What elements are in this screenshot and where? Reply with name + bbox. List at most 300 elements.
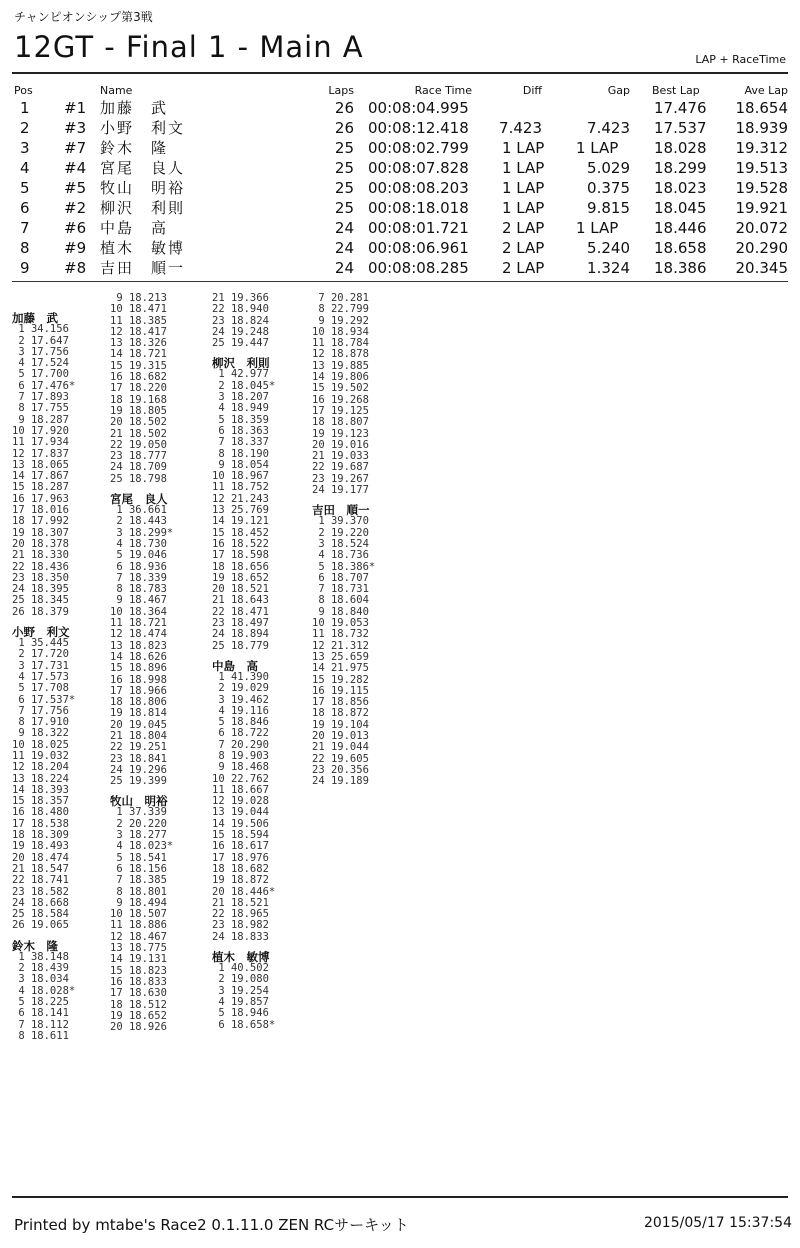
lap-time: 16 18.522: [212, 537, 269, 550]
lap-time: 19 18.805: [110, 404, 167, 417]
lap-time: 13 18.224: [12, 772, 69, 785]
col-name: Name: [100, 84, 133, 97]
lap-time: 5 17.708: [12, 682, 69, 695]
lap-time: 12 19.028: [212, 795, 269, 808]
lap-time: 11 19.032: [12, 749, 69, 762]
lap-time: 23 18.824: [212, 314, 269, 327]
cell-car-number: #7: [64, 139, 87, 157]
lap-time: 25 19.447: [212, 337, 269, 350]
cell-race-time: 00:08:18.018: [368, 199, 469, 217]
lap-time: 8 18.783: [110, 583, 167, 596]
cell-laps: 25: [334, 199, 354, 217]
lap-time: 13 18.326: [110, 337, 167, 350]
lap-time: 17 18.966: [110, 684, 167, 697]
result-row: [14, 198, 790, 218]
cell-ave-lap: 20.290: [735, 239, 788, 257]
cell-ave-lap: 20.072: [735, 219, 788, 237]
lap-time: 19 19.104: [312, 718, 369, 731]
lap-time: 16 18.998: [110, 673, 167, 686]
cell-diff: 1 LAP: [502, 139, 545, 157]
lap-time: 11 18.385: [110, 314, 167, 327]
lap-time: 3 17.731: [12, 659, 69, 672]
lap-time: 9 18.213: [110, 292, 167, 304]
lap-time: 22 19.687: [312, 461, 369, 474]
lap-time: 16 18.480: [12, 806, 69, 819]
lap-time: 24 19.248: [212, 325, 269, 338]
cell-gap: 0.375: [587, 179, 630, 197]
cell-race-time: 00:08:12.418: [368, 119, 469, 137]
lap-time: 18 18.807: [312, 416, 369, 429]
cell-car-number: #5: [64, 179, 87, 197]
lap-time: 2 18.443: [110, 515, 167, 528]
cell-ave-lap: 19.312: [735, 139, 788, 157]
lap-time: 7 20.290: [212, 738, 269, 751]
lap-time: 22 18.940: [212, 303, 269, 316]
lap-time: 19 19.123: [312, 427, 369, 440]
lap-time: 18 17.992: [12, 515, 69, 528]
lap-time: 13 18.775: [110, 942, 167, 955]
lap-time: 18 18.656: [212, 560, 269, 573]
cell-laps: 26: [334, 99, 354, 117]
lap-time: 18 18.309: [12, 829, 69, 842]
cell-diff: 1 LAP: [502, 179, 545, 197]
lap-column: [312, 293, 522, 787]
lap-time: 8 18.801: [110, 885, 167, 898]
lap-time: 15 18.357: [12, 795, 69, 808]
cell-laps: 25: [334, 159, 354, 177]
lap-time: 10 18.967: [212, 470, 269, 483]
lap-time: 18 19.168: [110, 393, 167, 406]
lap-time: 4 18.023*: [110, 840, 174, 853]
lap-time: 22 19.251: [110, 741, 167, 754]
lap-time: 6 18.156: [110, 862, 167, 875]
cell-race-time: 00:08:08.285: [368, 259, 469, 277]
lap-time: 16 19.115: [312, 684, 369, 697]
lap-time: 12 18.878: [312, 348, 369, 361]
lap-time: 18 18.872: [312, 707, 369, 720]
lap-time: 5 17.700: [12, 368, 69, 381]
lap-time: 9 18.054: [212, 458, 269, 471]
lap-time: 9 18.322: [12, 727, 69, 740]
col-laps: Laps: [328, 84, 354, 97]
lap-time: 22 18.436: [12, 560, 69, 573]
lap-time: 19 18.652: [110, 1009, 167, 1022]
lap-time: 6 18.707: [312, 571, 369, 584]
lap-time: 23 19.267: [312, 472, 369, 485]
lap-time: 17 19.125: [312, 404, 369, 417]
lap-time: 7 18.339: [110, 571, 167, 584]
lap-time: 13 25.659: [312, 650, 369, 663]
result-row: [14, 178, 790, 198]
cell-ave-lap: 19.528: [735, 179, 788, 197]
lap-time: 10 19.053: [312, 617, 369, 630]
lap-time: 7 17.893: [12, 391, 69, 404]
lap-time: 9 18.468: [212, 761, 269, 774]
cell-best-lap: 18.045: [654, 199, 707, 217]
lap-time: 16 17.963: [12, 492, 69, 505]
lap-time: 15 18.452: [212, 526, 269, 539]
lap-time: 2 18.045*: [212, 379, 276, 392]
result-row: [14, 238, 790, 258]
lap-time: 20 18.378: [12, 537, 69, 550]
cell-driver-name: 小野 利文: [100, 119, 186, 137]
lap-time: 6 18.141: [12, 1007, 69, 1020]
lap-time: 1 42.977: [212, 368, 269, 381]
lap-time: 3 18.034: [12, 973, 69, 986]
lap-time: 5 18.386*: [312, 560, 376, 573]
cell-best-lap: 18.386: [654, 259, 707, 277]
cell-race-time: 00:08:01.721: [368, 219, 469, 237]
cell-driver-name: 牧山 明裕: [100, 179, 186, 197]
driver-lap-heading: 牧山 明裕: [110, 794, 168, 809]
cell-diff: 7.423: [499, 119, 542, 137]
cell-laps: 24: [334, 259, 354, 277]
lap-time: 3 19.254: [212, 984, 269, 997]
result-row: [14, 258, 790, 278]
lap-time: 20 19.045: [110, 718, 167, 731]
lap-time: 1 39.370: [312, 515, 369, 528]
lap-time: 25 18.779: [212, 639, 269, 652]
lap-time: 17 18.856: [312, 696, 369, 709]
lap-time: 11 17.934: [12, 436, 69, 449]
result-row: [14, 98, 790, 118]
lap-time: 13 19.885: [312, 359, 369, 372]
lap-time: 11 18.752: [212, 481, 269, 494]
col-ave-lap: Ave Lap: [744, 84, 788, 97]
lap-time: 23 18.497: [212, 617, 269, 630]
lap-time: 24 19.189: [312, 775, 369, 788]
lap-time: 19 18.493: [12, 840, 69, 853]
lap-time: 9 18.467: [110, 594, 167, 607]
lap-time: 6 17.537*: [12, 693, 76, 706]
lap-time: 7 17.756: [12, 704, 69, 717]
lap-time: 19 18.652: [212, 571, 269, 584]
lap-time: 15 18.594: [212, 829, 269, 842]
event-name: チャンピオンシップ第3戦: [14, 10, 153, 24]
lap-time: 6 17.476*: [12, 379, 76, 392]
lap-time: 14 19.121: [212, 515, 269, 528]
lap-time: 2 17.647: [12, 334, 69, 347]
lap-time: 25 18.584: [12, 908, 69, 921]
lap-time: 15 18.823: [110, 964, 167, 977]
lap-time: 20 18.521: [212, 583, 269, 596]
cell-driver-name: 鈴木 隆: [100, 139, 169, 157]
driver-lap-heading: 宮尾 良人: [110, 492, 168, 507]
lap-time: 10 18.934: [312, 325, 369, 338]
result-row: [14, 138, 790, 158]
cell-driver-name: 中島 高: [100, 219, 169, 237]
driver-lap-heading: 中島 高: [212, 658, 258, 673]
footer-datetime: 2015/05/17 15:37:54: [643, 1215, 792, 1231]
lap-time: 20 18.446*: [212, 885, 276, 898]
lap-time: 19 18.307: [12, 526, 69, 539]
cell-car-number: #8: [64, 259, 87, 277]
driver-lap-heading: 吉田 順一: [312, 503, 370, 518]
lap-time: 17 18.598: [212, 549, 269, 562]
lap-time: 14 19.506: [212, 817, 269, 830]
cell-gap: 1.324: [587, 259, 630, 277]
cell-car-number: #6: [64, 219, 87, 237]
lap-time: 21 18.804: [110, 729, 167, 742]
cell-driver-name: 柳沢 利則: [100, 199, 186, 217]
cell-diff: 2 LAP: [502, 219, 545, 237]
lap-time: 23 18.582: [12, 885, 69, 898]
cell-driver-name: 宮尾 良人: [100, 159, 186, 177]
lap-time: 20 18.502: [110, 416, 167, 429]
cell-pos: 9: [20, 259, 30, 277]
lap-time: 18 18.512: [110, 998, 167, 1011]
lap-time: 21 18.502: [110, 427, 167, 440]
lap-time: 24 18.395: [12, 583, 69, 596]
lap-time: 13 18.065: [12, 458, 69, 471]
lap-time: 3 18.299*: [110, 526, 174, 539]
cell-pos: 3: [20, 139, 30, 157]
lap-time: 7 18.385: [110, 874, 167, 887]
lap-time: 22 18.965: [212, 908, 269, 921]
lap-time: 12 17.837: [12, 447, 69, 460]
lap-time: 5 18.359: [212, 413, 269, 426]
lap-time: 23 20.356: [312, 763, 369, 776]
lap-time: 24 19.177: [312, 484, 369, 497]
cell-gap: 5.029: [587, 159, 630, 177]
cell-best-lap: 18.658: [654, 239, 707, 257]
lap-time: 25 18.345: [12, 594, 69, 607]
lap-time: 17 18.016: [12, 504, 69, 517]
lap-info-label: LAP + RaceTime: [695, 53, 786, 66]
lap-time: 23 18.841: [110, 752, 167, 765]
lap-time: 17 18.220: [110, 382, 167, 395]
lap-time: 10 18.507: [110, 908, 167, 921]
lap-time: 21 19.033: [312, 450, 369, 463]
cell-best-lap: 18.028: [654, 139, 707, 157]
lap-time: 4 18.730: [110, 537, 167, 550]
lap-time: 21 19.044: [312, 741, 369, 754]
lap-time: 4 19.116: [212, 704, 269, 717]
cell-car-number: #9: [64, 239, 87, 257]
lap-time: 24 19.296: [110, 763, 167, 776]
lap-time: 15 19.502: [312, 382, 369, 395]
lap-time: 8 18.604: [312, 594, 369, 607]
lap-time: 10 18.471: [110, 303, 167, 316]
lap-time: 21 18.643: [212, 594, 269, 607]
lap-time: 16 18.617: [212, 840, 269, 853]
lap-time: 1 37.339: [110, 806, 167, 819]
cell-pos: 7: [20, 219, 30, 237]
lap-time: 17 18.630: [110, 987, 167, 1000]
results-bottom-rule: [12, 281, 788, 282]
lap-time: 21 18.547: [12, 862, 69, 875]
lap-time: 19 18.814: [110, 707, 167, 720]
cell-race-time: 00:08:02.799: [368, 139, 469, 157]
lap-time: 22 19.605: [312, 752, 369, 765]
lap-time: 21 18.330: [12, 549, 69, 562]
lap-time: 7 18.337: [212, 436, 269, 449]
lap-time: 4 19.857: [212, 995, 269, 1008]
driver-lap-heading: 小野 利文: [12, 625, 70, 640]
lap-time: 22 18.741: [12, 874, 69, 887]
lap-time: 20 18.926: [110, 1021, 167, 1034]
lap-time: 18 18.806: [110, 696, 167, 709]
cell-diff: 1 LAP: [502, 159, 545, 177]
lap-time: 11 18.721: [110, 617, 167, 630]
lap-time: 20 19.016: [312, 438, 369, 451]
cell-race-time: 00:08:08.203: [368, 179, 469, 197]
lap-time: 4 17.573: [12, 670, 69, 683]
lap-time: 4 18.028*: [12, 984, 76, 997]
lap-time: 4 18.949: [212, 402, 269, 415]
col-best-lap: Best Lap: [652, 84, 700, 97]
lap-time: 23 18.350: [12, 571, 69, 584]
cell-driver-name: 植木 敏博: [100, 239, 186, 257]
cell-gap: 7.423: [587, 119, 630, 137]
lap-time: 21 19.366: [212, 292, 269, 304]
lap-time: 20 18.474: [12, 851, 69, 864]
lap-time: 1 35.445: [12, 637, 69, 650]
cell-pos: 2: [20, 119, 30, 137]
lap-time: 12 18.204: [12, 761, 69, 774]
lap-time: 17 18.976: [212, 851, 269, 864]
lap-time: 15 18.287: [12, 481, 69, 494]
lap-time: 16 19.268: [312, 393, 369, 406]
lap-time: 3 17.756: [12, 345, 69, 358]
lap-time: 1 38.148: [12, 950, 69, 963]
lap-time: 14 18.721: [110, 348, 167, 361]
cell-pos: 5: [20, 179, 30, 197]
cell-diff: 1 LAP: [502, 199, 545, 217]
lap-time: 22 18.471: [212, 605, 269, 618]
lap-time: 14 18.626: [110, 650, 167, 663]
lap-time: 3 19.462: [212, 693, 269, 706]
lap-time: 7 18.731: [312, 583, 369, 596]
lap-time: 15 19.315: [110, 359, 167, 372]
cell-pos: 4: [20, 159, 30, 177]
cell-laps: 25: [334, 139, 354, 157]
lap-time: 24 18.709: [110, 461, 167, 474]
lap-time: 23 18.982: [212, 919, 269, 932]
cell-best-lap: 17.537: [654, 119, 707, 137]
lap-time: 5 18.846: [212, 716, 269, 729]
cell-laps: 26: [334, 119, 354, 137]
cell-ave-lap: 19.513: [735, 159, 788, 177]
result-row: [14, 118, 790, 138]
lap-time: 4 17.524: [12, 357, 69, 370]
cell-diff: 2 LAP: [502, 259, 545, 277]
lap-time: 2 19.080: [212, 973, 269, 986]
lap-time: 25 19.399: [110, 775, 167, 788]
results-body: [14, 98, 790, 278]
cell-ave-lap: 18.939: [735, 119, 788, 137]
lap-time: 19 18.872: [212, 874, 269, 887]
cell-ave-lap: 19.921: [735, 199, 788, 217]
cell-pos: 1: [20, 99, 30, 117]
lap-time: 11 18.784: [312, 337, 369, 350]
lap-time: 15 18.896: [110, 662, 167, 675]
lap-time: 3 18.524: [312, 537, 369, 550]
cell-ave-lap: 20.345: [735, 259, 788, 277]
lap-time: 6 18.722: [212, 727, 269, 740]
lap-time: 9 18.494: [110, 896, 167, 909]
lap-time: 9 18.287: [12, 413, 69, 426]
lap-time: 15 19.282: [312, 673, 369, 686]
cell-car-number: #2: [64, 199, 87, 217]
lap-time: 4 18.736: [312, 549, 369, 562]
lap-time: 6 18.936: [110, 560, 167, 573]
col-race-time: Race Time: [414, 84, 472, 97]
lap-time: 12 18.467: [110, 930, 167, 943]
cell-best-lap: 18.299: [654, 159, 707, 177]
lap-time: 8 18.611: [12, 1029, 69, 1042]
lap-time: 16 18.833: [110, 975, 167, 988]
lap-time: 11 18.886: [110, 919, 167, 932]
lap-time: 12 21.243: [212, 492, 269, 505]
lap-time: 7 20.281: [312, 292, 369, 304]
cell-best-lap: 18.023: [654, 179, 707, 197]
page-title: 12GT - Final 1 - Main A: [14, 30, 364, 64]
lap-time: 16 18.682: [110, 371, 167, 384]
footer-printed-by: Printed by mtabe's Race2 0.1.11.0 ZEN RCサーキット: [14, 1216, 409, 1234]
lap-time: 13 25.769: [212, 504, 269, 517]
lap-time: 24 18.668: [12, 896, 69, 909]
results-header: [14, 84, 790, 98]
lap-time: 12 21.312: [312, 639, 369, 652]
lap-time: 8 17.910: [12, 716, 69, 729]
cell-pos: 6: [20, 199, 30, 217]
cell-ave-lap: 18.654: [735, 99, 788, 117]
lap-time: 5 18.225: [12, 995, 69, 1008]
cell-diff: 2 LAP: [502, 239, 545, 257]
lap-time: 25 18.798: [110, 472, 167, 485]
cell-laps: 24: [334, 239, 354, 257]
lap-time: 2 17.720: [12, 648, 69, 661]
lap-time: 8 19.903: [212, 749, 269, 762]
driver-lap-heading: 鈴木 隆: [12, 938, 58, 953]
cell-car-number: #4: [64, 159, 87, 177]
cell-best-lap: 18.446: [654, 219, 707, 237]
lap-time: 8 18.190: [212, 447, 269, 460]
driver-lap-heading: 植木 敏博: [212, 950, 270, 965]
col-gap: Gap: [607, 84, 630, 97]
lap-time: 18 18.682: [212, 862, 269, 875]
lap-time: 1 40.502: [212, 962, 269, 975]
lap-time: 14 19.131: [110, 953, 167, 966]
cell-laps: 25: [334, 179, 354, 197]
lap-time: 6 18.658*: [212, 1018, 276, 1031]
lap-time: 9 19.292: [312, 314, 369, 327]
lap-time: 2 19.220: [312, 526, 369, 539]
lap-time: 2 19.029: [212, 682, 269, 695]
lap-time: 10 18.025: [12, 738, 69, 751]
result-row: [14, 218, 790, 238]
cell-laps: 24: [334, 219, 354, 237]
lap-time: 24 18.894: [212, 628, 269, 641]
cell-pos: 8: [20, 239, 30, 257]
cell-gap: 1 LAP: [576, 139, 619, 157]
cell-gap: 1 LAP: [576, 219, 619, 237]
lap-time: 14 17.867: [12, 470, 69, 483]
lap-time: 22 19.050: [110, 438, 167, 451]
result-row: [14, 158, 790, 178]
lap-time: 1 36.661: [110, 504, 167, 517]
cell-driver-name: 加藤 武: [100, 99, 169, 117]
lap-time: 10 18.364: [110, 605, 167, 618]
lap-time: 2 20.220: [110, 817, 167, 830]
footer-rule: [12, 1196, 788, 1198]
lap-time: 10 22.762: [212, 772, 269, 785]
lap-time: 10 17.920: [12, 424, 69, 437]
lap-time: 11 18.667: [212, 783, 269, 796]
lap-time: 23 18.777: [110, 450, 167, 463]
lap-time: 9 18.840: [312, 605, 369, 618]
